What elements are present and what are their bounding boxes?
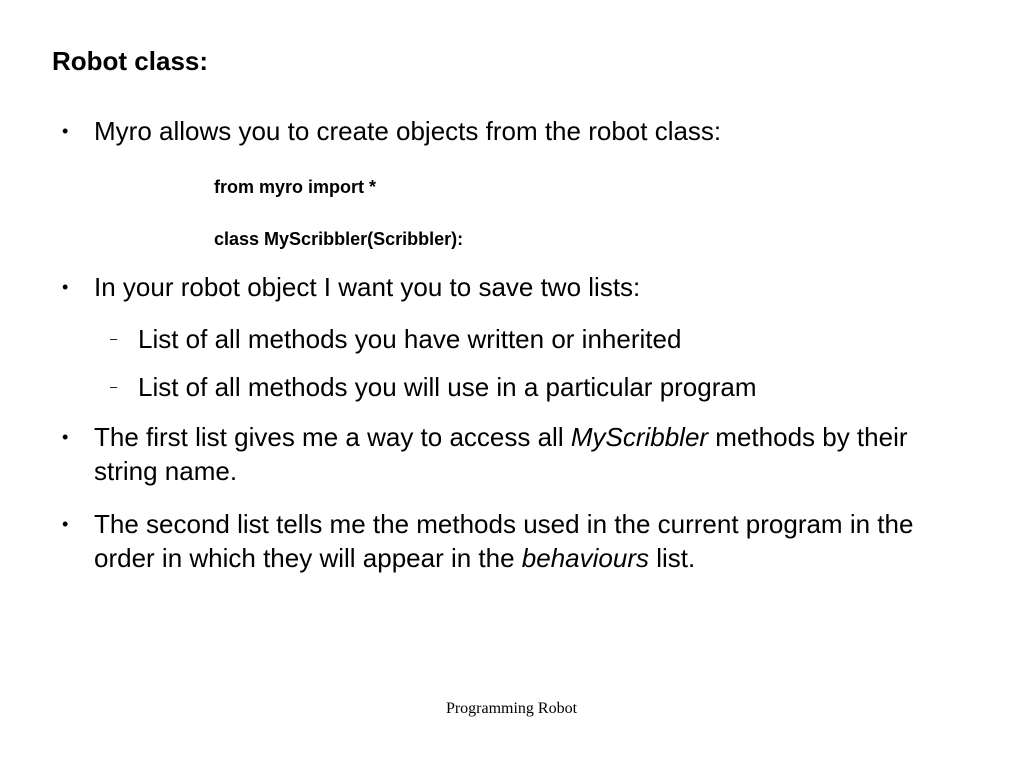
code-line-class: class MyScribbler(Scribbler):	[214, 229, 464, 249]
bullet-text-after: list.	[648, 543, 696, 573]
class-name-emphasis: MyScribbler	[570, 422, 709, 452]
code-line-import: from myro import *	[214, 177, 377, 197]
slide-title: Robot class:	[52, 46, 209, 76]
dash-icon: –	[110, 379, 118, 394]
bullet-text	[94, 420, 974, 488]
sub-bullet-text: List of all methods you will use in a particular program	[138, 372, 757, 402]
bullet-icon: •	[62, 277, 69, 297]
dash-icon: –	[110, 331, 118, 346]
slide-footer: Programming Robot	[445, 700, 578, 717]
bullet-text-after: methods by their string name.	[94, 422, 908, 486]
bullet-icon: •	[62, 514, 69, 534]
bullet-text-before: The first list gives me a way to access all	[94, 422, 571, 452]
bullet-text: Myro allows you to create objects from the robot class:	[94, 116, 722, 146]
bullet-text-before: The second list tells me the methods used in the current program in the order in which they will appear in the	[94, 509, 914, 573]
behaviours-emphasis: behaviours	[521, 543, 649, 573]
bullet-text	[94, 507, 974, 575]
sub-bullet-text: List of all methods you have written or inherited	[138, 324, 682, 354]
bullet-icon: •	[62, 121, 69, 141]
bullet-text: In your robot object I want you to save two lists:	[94, 272, 641, 302]
bullet-icon: •	[62, 427, 69, 447]
